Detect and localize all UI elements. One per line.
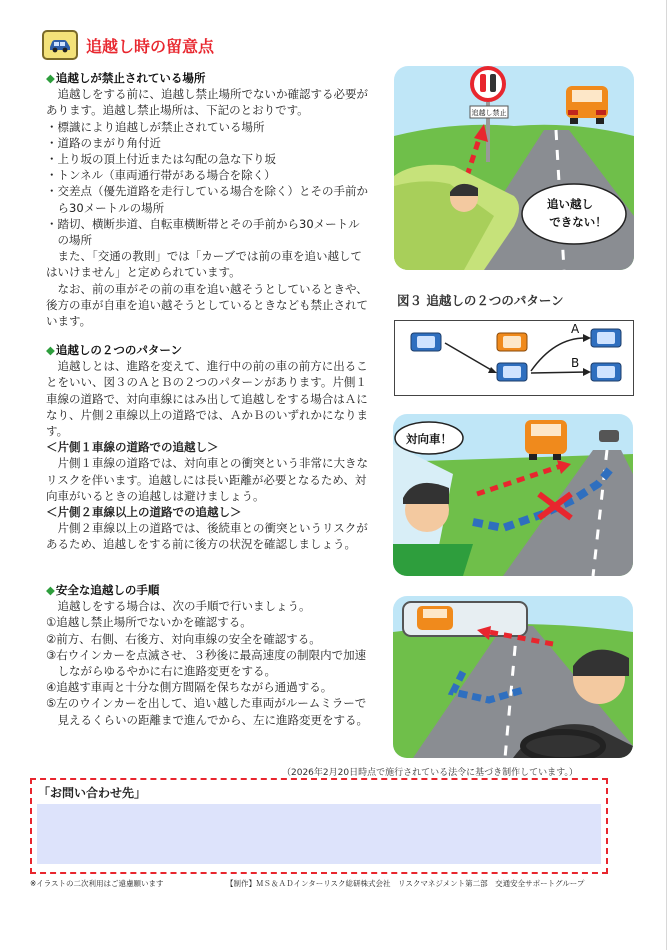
list-item: ・上り坂の頂上付近または勾配の急な下り坂 — [46, 152, 276, 167]
contact-label: 「お問い合わせ先」 — [38, 786, 147, 800]
diamond-bullet-icon: ◆ — [46, 583, 55, 597]
step-item: ②前方、右側、右後方、対向車線の安全を確認する。 — [46, 631, 321, 646]
step-item: ①追越し禁止場所でないかを確認する。 — [46, 615, 252, 630]
figure-caption: 図３ 追越しの２つのパターン — [397, 293, 564, 308]
section-prohibited-places — [46, 70, 370, 329]
sign-text: 追越し禁止 — [471, 109, 507, 117]
car-icon — [42, 30, 78, 60]
bubble-line-1: 追い越し — [547, 197, 593, 211]
paragraph: 追越しをする場合は、次の手順で行いましょう。 — [57, 599, 311, 614]
list-item: ・道路のまがり角付近 — [46, 135, 161, 150]
illustration-no-overtaking — [394, 66, 634, 270]
illustration-oncoming-car — [393, 414, 633, 576]
paragraph: なお、前の車がその前の車を追い越そうとしているときや、後方の車が自車を追い越そうとしているときなども禁止されています。 — [46, 281, 368, 329]
paragraph: 片側１車線の道路では、対向車との衝突という非常に大きなリスクを伴います。追越しには長い距離が必要となるため、対向車がいるときの追越しは避けましょう。 — [46, 456, 368, 503]
subsection-title: ＜片側２車線以上の道路での追越し＞ — [46, 505, 242, 520]
contact-box — [37, 804, 601, 864]
list-item: ・トンネル（車両通行帯がある場合を除く） — [46, 168, 276, 183]
step-item: ③右ウインカーを点滅させ、３秒後に最高速度の制限内で加速しながらゆるやかに右に進路変更をする。 — [46, 647, 367, 679]
section-two-patterns — [46, 342, 370, 553]
section-title: ◆安全な追越しの手順 — [46, 583, 160, 597]
list-item: ・標識により追越しが禁止されている場所 — [46, 119, 265, 134]
legal-note: （2026年2月20日時点で施行されている法令に基づき制作しています。） — [282, 768, 578, 778]
paragraph: 片側２車線以上の道路では、後続車との衝突というリスクがあるため、追越しをする前に後方の状況を確認しましょう。 — [46, 521, 368, 552]
label-a: A — [571, 322, 580, 336]
subsection-title: ＜片側１車線の道路での追越し＞ — [46, 440, 219, 455]
usage-note: ※イラストの二次利用はご遠慮願います — [30, 879, 164, 888]
diagram-two-patterns — [394, 320, 634, 396]
illustration-lane-change — [393, 596, 633, 758]
section-title: ◆追越しの２つのパターン — [46, 343, 183, 357]
page-title: 追越し時の留意点 — [86, 36, 215, 56]
label-b: B — [571, 356, 580, 370]
diamond-bullet-icon: ◆ — [46, 71, 55, 85]
bubble-text: 対向車！ — [406, 432, 452, 446]
diamond-bullet-icon: ◆ — [46, 343, 55, 357]
contact-section — [30, 778, 608, 874]
credit-line: 【制作】ＭＳ＆ＡＤインターリスク総研株式会社 リスクマネジメント第二部 交通安全サポートグループ — [226, 879, 585, 888]
paragraph: 追越しとは、進路を変えて、進行中の前の車の前方に出ることをいい、図３のＡとＢの２つのパターンがあります。片側１車線の道路で、対向車線にはみ出して追越しをする場合はＡになり、片側２車線以上の道路では、ＡかＢのいずれかになります。 — [46, 359, 368, 439]
list-item: ・踏切、横断歩道、自転車横断帯とその手前から30メートルの場所 — [46, 216, 360, 248]
list-item: ・交差点（優先道路を走行している場合を除く）とその手前から30メートルの場所 — [46, 184, 368, 215]
step-item: ④追越す車両と十分な側方間隔を保ちながら通過する。 — [46, 680, 333, 695]
paragraph: また、「交通の教則」では「カーブでは前の車を追い越してはいけません」と定められています。 — [46, 249, 363, 280]
bubble-line-2: できない！ — [549, 215, 607, 229]
page-header — [42, 30, 214, 60]
step-item: ⑤左のウインカーを出して、追い越した車両がルームミラーで見えるくらいの距離まで進んでから、左に進路変更をする。 — [46, 696, 368, 727]
section-title: ◆追越しが禁止されている場所 — [46, 71, 206, 85]
section-safe-procedure — [46, 582, 370, 728]
paragraph: 追越しをする前に、追越し禁止場所でないか確認する必要があります。追越し禁止場所は、下記のとおりです。 — [46, 87, 368, 118]
